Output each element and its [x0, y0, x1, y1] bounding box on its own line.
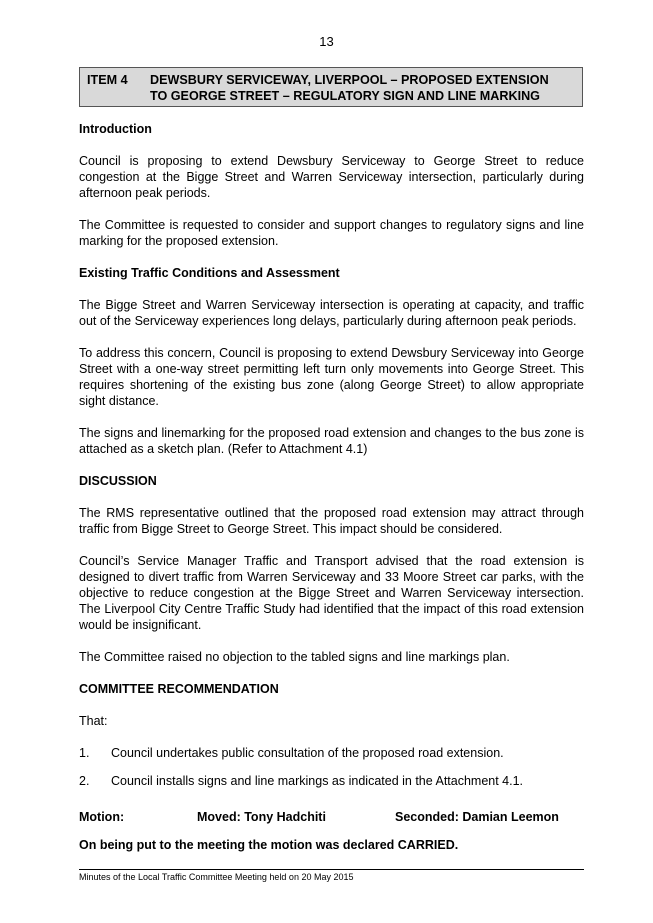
- motion-carried: On being put to the meeting the motion was declared CARRIED.: [79, 838, 459, 852]
- list-text: Council undertakes public consultation of the proposed road extension.: [111, 746, 504, 760]
- recommendation-item-1: [79, 745, 584, 761]
- motion-row: [79, 809, 584, 825]
- recommendation-that: That:: [79, 714, 108, 728]
- discussion-paragraph-2: Council’s Service Manager Traffic and Transport advised that the road extension is designed to divert traffic from Warren Serviceway and 33 Moore Street car parks, with the objective to reduce congestion at the Bigge Street and Warren Serviceway intersection. The Liverpool City Centre Traffic Study had identified that the impact of this road extension would be insignificant.: [79, 554, 584, 632]
- list-number: 2.: [79, 774, 90, 788]
- existing-paragraph-2: To address this concern, Council is proposing to extend Dewsbury Serviceway into George Street with a one-way street permitting left turn only movements into George Street. This requires shortening of the existing bus zone (along George Street) to allow appropriate sight distance.: [79, 346, 584, 408]
- item-title-box: [79, 67, 583, 107]
- recommendation-item-2: [79, 773, 584, 789]
- existing-paragraph-1: The Bigge Street and Warren Serviceway intersection is operating at capacity, and traffic out of the Serviceway experiences long delays, particularly during afternoon peak periods.: [79, 298, 584, 328]
- item-title-row-1: [87, 72, 582, 88]
- motion-moved: Moved: Tony Hadchiti: [197, 810, 326, 824]
- list-text: Council installs signs and line markings as indicated in the Attachment 4.1.: [111, 774, 524, 788]
- item-title-line-2: TO GEORGE STREET – REGULATORY SIGN AND LINE MARKING: [150, 89, 540, 103]
- motion-label: Motion:: [79, 810, 125, 824]
- list-number: 1.: [79, 746, 90, 760]
- item-number: ITEM 4: [87, 73, 128, 87]
- introduction-paragraph-2: The Committee is requested to consider and support changes to regulatory signs and line marking for the proposed extension.: [79, 218, 584, 248]
- page-number: 13: [319, 34, 334, 49]
- discussion-heading: DISCUSSION: [79, 474, 157, 488]
- footer-divider: [79, 869, 584, 870]
- discussion-paragraph-3: The Committee raised no objection to the tabled signs and line markings plan.: [79, 650, 510, 664]
- motion-seconded: Seconded: Damian Leemon: [395, 810, 559, 824]
- introduction-paragraph-1: Council is proposing to extend Dewsbury Serviceway to George Street to reduce congestion at the Bigge Street and Warren Serviceway intersection, particularly during afternoon peak periods.: [79, 154, 584, 200]
- introduction-heading: Introduction: [79, 122, 152, 136]
- footer-text: Minutes of the Local Traffic Committee Meeting held on 20 May 2015: [79, 872, 354, 882]
- recommendation-heading: COMMITTEE RECOMMENDATION: [79, 682, 279, 696]
- document-body: [79, 121, 584, 853]
- existing-paragraph-3: The signs and linemarking for the proposed road extension and changes to the bus zone is attached as a sketch plan. (Refer to Attachment 4.1): [79, 426, 584, 456]
- item-title-line-1: DEWSBURY SERVICEWAY, LIVERPOOL – PROPOSED EXTENSION: [150, 73, 549, 87]
- item-title-row-2: [87, 88, 582, 104]
- discussion-paragraph-1: The RMS representative outlined that the proposed road extension may attract through traffic from Bigge Street to George Street. This impact should be considered.: [79, 506, 584, 536]
- existing-conditions-heading: Existing Traffic Conditions and Assessment: [79, 266, 340, 280]
